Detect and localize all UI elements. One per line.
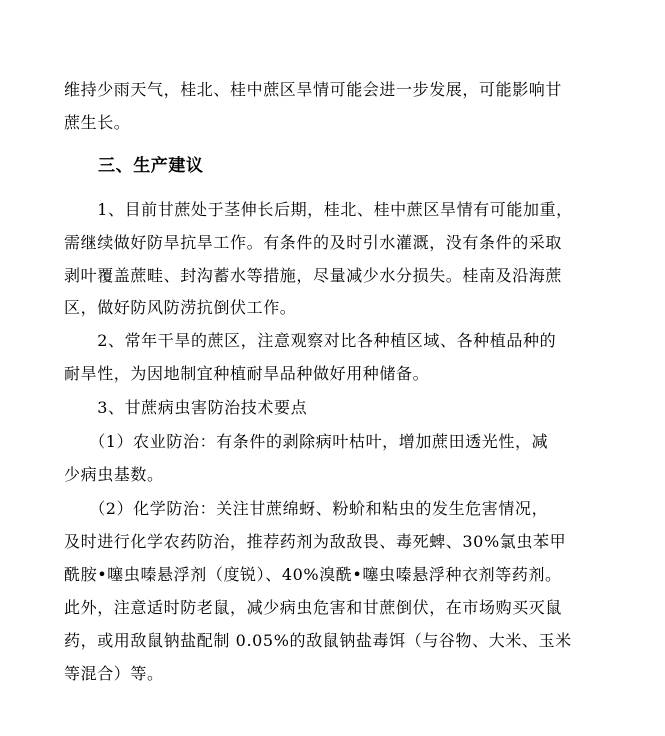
text-line: （1）农业防治：有条件的剥除病叶枯叶，增加蔗田透光性，减 (64, 432, 549, 451)
text-line: 耐旱性，为因地制宜种植耐旱品种做好用种储备。 (64, 364, 430, 383)
text-line: 3、甘蔗病虫害防治技术要点 (64, 398, 308, 417)
text-line: （2）化学防治：关注甘蔗绵蚜、粉蚧和粘虫的发生危害情况， (64, 499, 549, 518)
text-line: 药，或用敌鼠钠盐配制 0.05%的敌鼠钠盐毒饵（与谷物、大米、玉米 (64, 631, 572, 650)
text-line: 需继续做好防旱抗旱工作。有条件的及时引水灌溉，没有条件的采取 (64, 233, 563, 252)
text-line: 2、常年干旱的蔗区，注意观察对比各种植区域、各种植品种的 (64, 331, 557, 350)
text-line: 1、目前甘蔗处于茎伸长后期，桂北、桂中蔗区旱情有可能加重， (64, 200, 573, 219)
text-line: 蔗生长。 (64, 113, 131, 132)
text-line: 及时进行化学农药防治，推荐药剂为敌敌畏、毒死蜱、30%氯虫苯甲 (64, 532, 567, 551)
text-line: 此外，注意适时防老鼠，减少病虫危害和甘蔗倒伏，在市场购买灭鼠 (64, 598, 563, 617)
text-line: 少病虫基数。 (64, 465, 164, 484)
text-line: 维持少雨天气，桂北、桂中蔗区旱情可能会进一步发展，可能影响甘 (64, 80, 563, 99)
text-line: 区，做好防风防涝抗倒伏工作。 (64, 298, 297, 317)
text-line: 等混合）等。 (64, 664, 164, 683)
section-heading: 三、生产建议 (98, 156, 204, 176)
text-line: 剥叶覆盖蔗畦、封沟蓄水等措施，尽量减少水分损失。桂南及沿海蔗 (64, 266, 563, 285)
text-line: 酰胺•噻虫嗪悬浮剂（度锐）、40%溴酰•噻虫嗪悬浮种衣剂等药剂。 (64, 565, 562, 584)
